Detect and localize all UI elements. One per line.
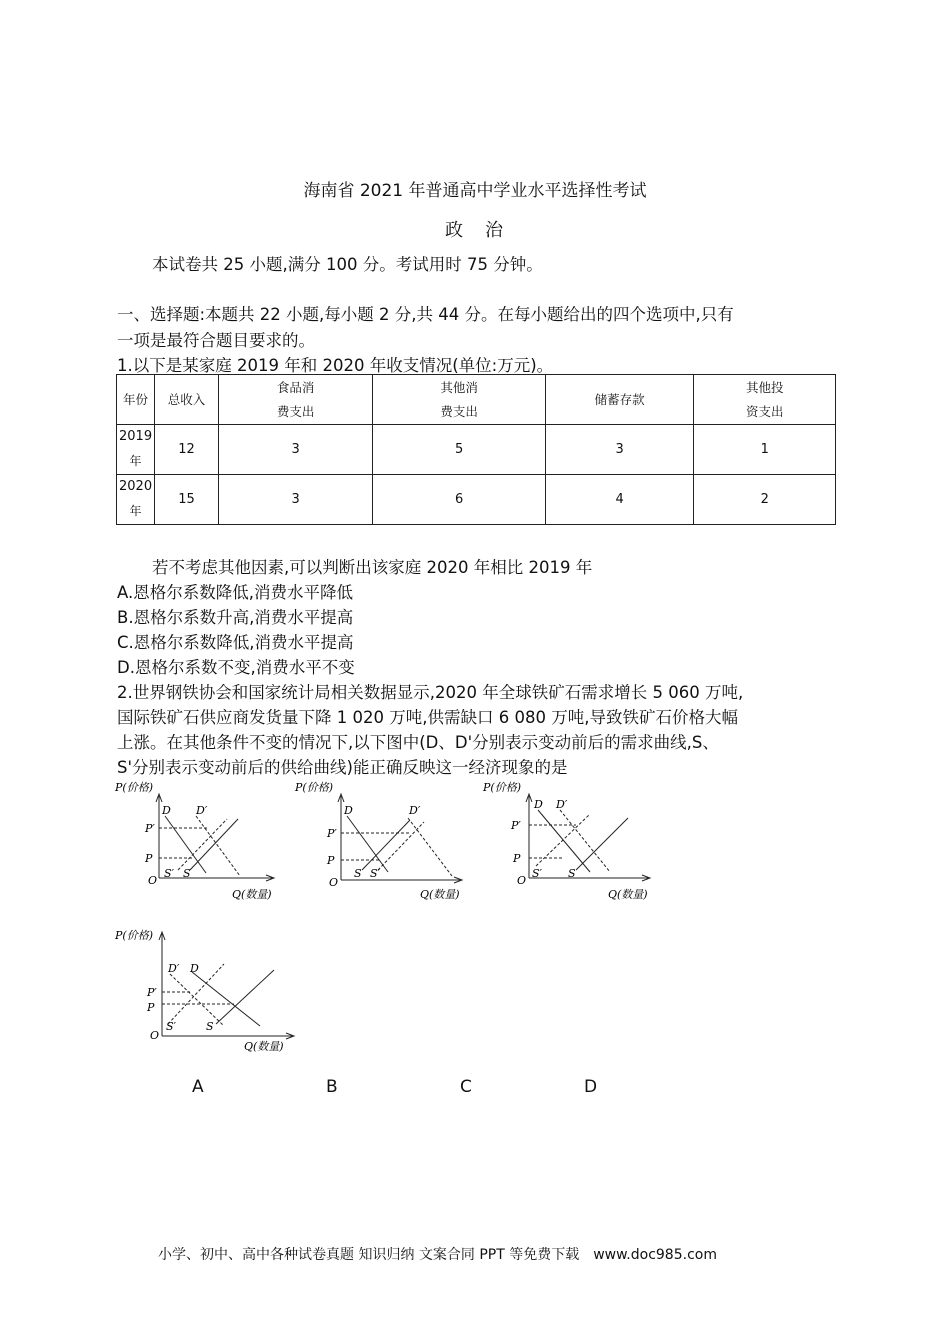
instructions: 本试卷共 25 小题,满分 100 分。考试用时 75 分钟。 [152, 255, 543, 274]
subject-heading: 政 治 [445, 220, 505, 241]
question-2-line1: 2.世界钢铁协会和国家统计局相关数据显示,2020 年全球铁矿石需求增长 5 060 万吨, [117, 683, 744, 702]
y-axis-label: P(价格) [483, 781, 521, 794]
table-header-cell: 储蓄存款 [545, 375, 694, 425]
table-header-cell: 其他投 资支出 [694, 375, 836, 425]
section-heading-line2: 一项是最符合题目要求的。 [117, 331, 315, 350]
origin-label: O [329, 876, 339, 889]
question-2-line3: 上涨。在其他条件不变的情况下,以下图中(D、D'分别表示变动前后的需求曲线,S、 [117, 733, 719, 752]
table-cell: 6 [373, 475, 545, 525]
d-prime-label: D′ [556, 798, 568, 811]
d-prime-label: D′ [168, 962, 180, 975]
origin-label: O [150, 1029, 160, 1042]
origin-label: O [517, 874, 527, 887]
p-prime-label: P′ [327, 827, 337, 840]
d-label: D [190, 962, 199, 975]
s-prime-label: S′ [164, 867, 175, 880]
question-2-line4: S'分别表示变动前后的供给曲线)能正确反映这一经济现象的是 [117, 758, 568, 777]
y-axis-label: P(价格) [295, 781, 333, 794]
table-cell: 3 [218, 425, 373, 475]
table-header-cell: 年份 [117, 375, 155, 425]
graph-a [112, 778, 287, 903]
q1-option-c: C.恩格尔系数降低,消费水平提高 [117, 633, 354, 652]
table-cell: 3 [218, 475, 373, 525]
p-label: P [327, 854, 335, 867]
x-axis-label: Q(数量) [244, 1040, 284, 1053]
x-axis-label: Q(数量) [608, 888, 648, 901]
graph-option-d-label: D [584, 1077, 598, 1097]
graph-option-b-label: B [326, 1077, 338, 1097]
table-cell-year: 2020 年 [117, 475, 155, 525]
x-axis-label: Q(数量) [420, 888, 460, 901]
d-prime-label: D′ [196, 804, 208, 817]
graph-b [292, 778, 467, 903]
question-1-stem: 1.以下是某家庭 2019 年和 2020 年收支情况(单位:万元)。 [117, 356, 554, 375]
p-prime-label: P′ [147, 986, 157, 999]
table-header-cell: 总收入 [155, 375, 219, 425]
d-label: D [534, 798, 543, 811]
table-cell: 5 [373, 425, 545, 475]
table-row [117, 425, 836, 475]
table-cell: 1 [694, 425, 836, 475]
section-heading-line1: 一、选择题:本题共 22 小题,每小题 2 分,共 44 分。在每小题给出的四个选项中,只有 [117, 305, 734, 324]
s-label: S [354, 867, 362, 880]
p-label: P [145, 852, 153, 865]
table-header-cell: 食品消 费支出 [218, 375, 373, 425]
x-axis-label: Q(数量) [232, 888, 272, 901]
graph-d [112, 926, 307, 1058]
table-header-row [117, 375, 836, 425]
d-label: D [344, 804, 353, 817]
table-cell: 2 [694, 475, 836, 525]
question-1-prompt: 若不考虑其他因素,可以判断出该家庭 2020 年相比 2019 年 [152, 558, 593, 577]
table-cell-year: 2019 年 [117, 425, 155, 475]
q1-option-b: B.恩格尔系数升高,消费水平提高 [117, 608, 354, 627]
page-title: 海南省 2021 年普通高中学业水平选择性考试 [303, 181, 647, 201]
graph-option-a-label: A [192, 1077, 204, 1097]
table-cell: 12 [155, 425, 219, 475]
table-header-cell: 其他消 费支出 [373, 375, 545, 425]
table-row [117, 475, 836, 525]
s-prime-label: S′ [532, 867, 543, 880]
p-label: P [513, 852, 521, 865]
p-prime-label: P′ [145, 822, 155, 835]
d-label: D [162, 804, 171, 817]
s-label: S [568, 867, 576, 880]
table-cell: 3 [545, 425, 694, 475]
s-prime-label: S′ [370, 867, 381, 880]
p-prime-label: P′ [511, 819, 521, 832]
y-axis-label: P(价格) [115, 781, 153, 794]
y-axis-label: P(价格) [115, 929, 153, 942]
d-prime-label: D′ [409, 804, 421, 817]
q1-option-a: A.恩格尔系数降低,消费水平降低 [117, 583, 353, 602]
footer-text: 小学、初中、高中各种试卷真题 知识归纳 文案合同 PPT 等免费下载 www.doc985.com [158, 1247, 717, 1263]
origin-label: O [148, 874, 158, 887]
p-label: P [147, 1001, 155, 1014]
s-prime-label: S′ [166, 1020, 177, 1033]
table-cell: 4 [545, 475, 694, 525]
q1-option-d: D.恩格尔系数不变,消费水平不变 [117, 658, 355, 677]
s-label: S [183, 867, 191, 880]
question-2-line2: 国际铁矿石供应商发货量下降 1 020 万吨,供需缺口 6 080 万吨,导致铁矿石价格大幅 [117, 708, 738, 727]
graph-c [480, 778, 655, 903]
graph-option-c-label: C [460, 1077, 472, 1097]
income-expenditure-table [116, 374, 836, 525]
table-cell: 15 [155, 475, 219, 525]
s-label: S [206, 1020, 214, 1033]
